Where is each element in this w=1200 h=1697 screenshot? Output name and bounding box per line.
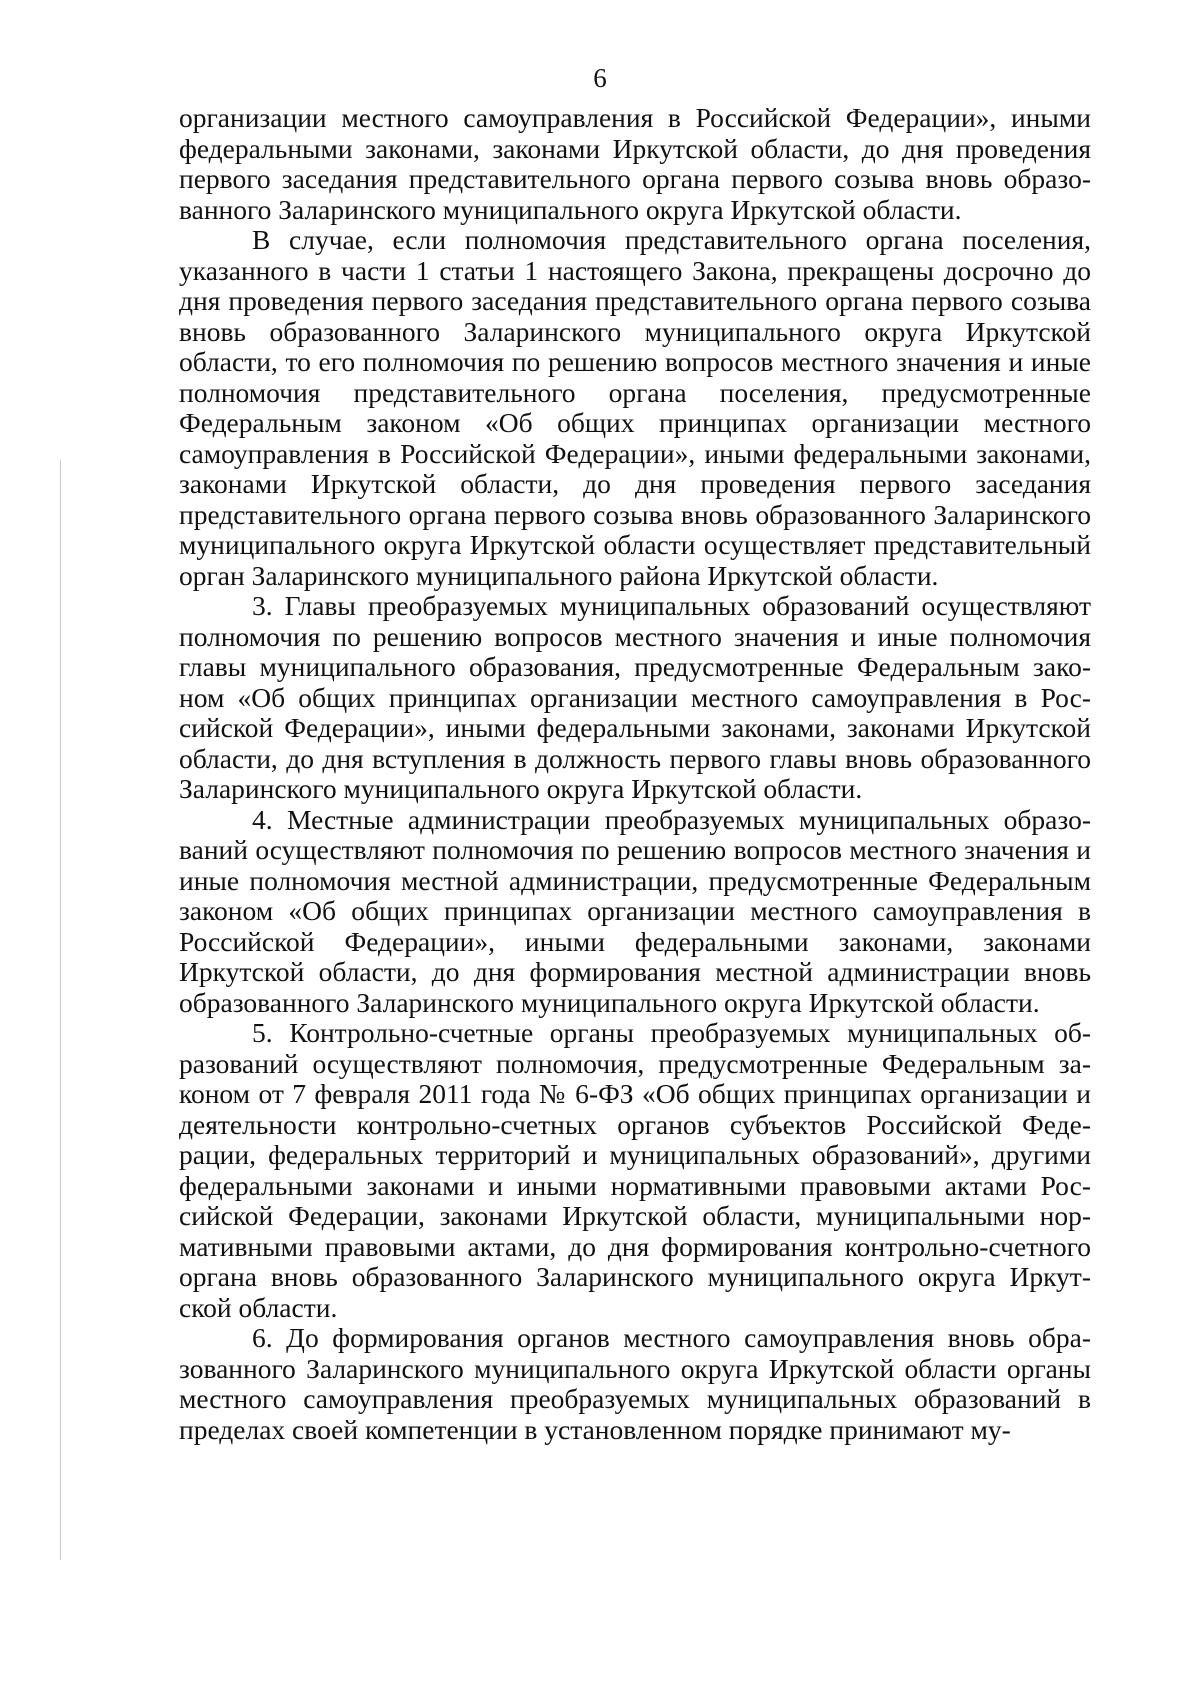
paragraph-item-6: 6. До формирования органов местного самоуправления вновь образованного Заларинского муниципального округа Иркутской области органы местного самоуправления преобразуемых муниципальных образований в пределах своей компетенции в установленном порядке принимают му- [179, 1322, 1091, 1445]
paragraph-item-5: 5. Контрольно-счетные органы преобразуемых муниципальных образований осуществляют полномочия, предусмотренные Федеральным законом от 7 февраля 2011 года № 6-ФЗ «Об общих принципах организации и деятельности контрольно-счетных органов субъектов Российской Федерации, федеральных территорий и муниципальных образований», другими федеральными законами и иными нормативными правовыми актами Российской Федерации, законами Иркутской области, муниципальными нормативными правовыми актами, до дня формирования контрольно-счетного органа вновь образованного Заларинского муниципального округа Иркутской области. [179, 1017, 1091, 1323]
paragraph-item-4: 4. Местные администрации преобразуемых муниципальных образований осуществляют полномочия по решению вопросов местного значения и иные полномочия местной администрации, предусмотренные Федеральным законом «Об общих принципах организации местного самоуправления в Российской Федерации», иными федеральными законами, законами Иркутской области, до дня формирования местной администрации вновь образованного Заларинского муниципального округа Иркутской области. [179, 803, 1091, 1018]
scan-edge-line [60, 460, 61, 1560]
paragraph-early-termination-case: В случае, если полномочия представительного органа поселения, указанного в части 1 статьи 1 настоящего Закона, прекращены досрочно до дня проведения первого заседания представительного органа первого созыва вновь образованного Заларинского муниципального округа Иркутской области, то его полномочия по решению вопросов местного значения и иные полномочия представительного органа поселения, предусмотренные Федеральным законом «Об общих принципах организации местного самоуправления в Российской Федерации», иными федеральными законами, законами Иркутской области, до дня проведения первого заседания представительного органа первого созыва вновь образованного Заларинского муниципального округа Иркутской области осуществляет представительный орган Заларинского муниципального района Иркутской области. [179, 224, 1091, 591]
paragraph-continuation: организации местного самоуправления в Российской Федерации», иными федеральными законами, законами Иркутской области, до дня проведения первого заседания представительного органа первого созыва вновь образованного Заларинского муниципального округа Иркутской области. [179, 102, 1091, 225]
page-number: 6 [593, 63, 607, 93]
document-body [179, 103, 1091, 1445]
paragraph-item-3: 3. Главы преобразуемых муниципальных образований осуществляют полномочия по решению вопросов местного значения и иные полномочия главы муниципального образования, предусмотренные Федеральным законом «Об общих принципах организации местного самоуправления в Российской Федерации», иными федеральными законами, законами Иркутской области, до дня вступления в должность первого главы вновь образованного Заларинского муниципального округа Иркутской области. [179, 590, 1091, 804]
